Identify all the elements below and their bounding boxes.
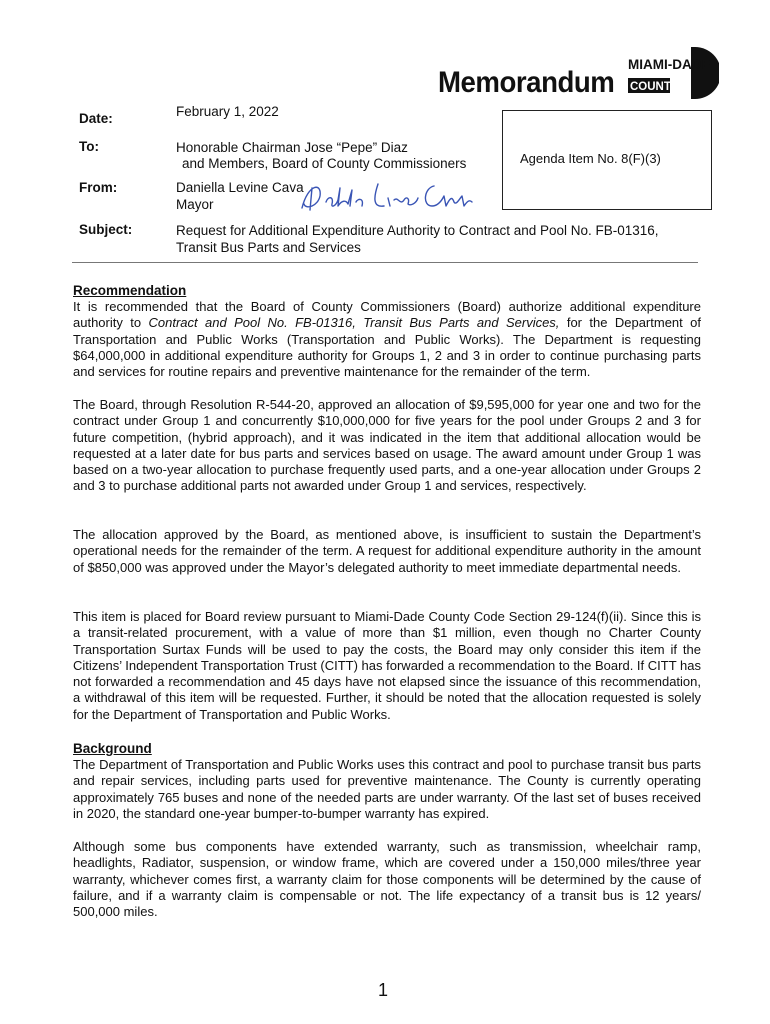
subject-line-2: Transit Bus Parts and Services [176,240,361,255]
header-divider [72,262,698,263]
background-paragraph-2: Although some bus components have extended warranty, such as transmission, wheelchair ramp, headlights, Radiator, suspension, or window frame, which are covered under a 150,000 miles/three year warranty, whichever comes first, a warranty claim for those components will be determined by the cause of failure, and if a warranty claim is compensable or not. The life expectancy of a transit bus is 12 years/ 500,000 miles. [73,839,701,920]
logo-text-line1: MIAMI-DADE [628,57,711,72]
to-label: To: [79,139,99,154]
contract-title-italic: Contract and Pool No. FB-01316, Transit Bus Parts and Services, [148,315,560,331]
recommendation-paragraph-3: The allocation approved by the Board, as mentioned above, is insufficient to sustain the Department’s operational needs for the remainder of the term. A request for additional expenditure authority in the amount of $850,000 was approved under the Mayor’s delegated authority to meet immediate departmental needs. [73,527,701,575]
memo-title: Memorandum [438,66,615,99]
to-line-1: Honorable Chairman Jose “Pepe” Diaz [176,140,408,155]
agenda-item-number: Agenda Item No. 8(F)(3) [520,151,661,166]
agenda-item-box [502,110,712,210]
date-label: Date: [79,111,113,126]
from-title: Mayor [176,197,214,212]
background-paragraph-1: The Department of Transportation and Public Works uses this contract and pool to purchase transit bus parts and repair services, including parts used for preventive maintenance. The County is currently operating approximately 765 buses and none of the needed parts are under warranty. Of the last set of buses received in 2020, the standard one-year bumper-to-bumper warranty has expired. [73,757,701,821]
page-number: 1 [378,980,389,1000]
subject-line-1: Request for Additional Expenditure Authority to Contract and Pool No. FB-01316, [176,223,659,238]
recommendation-p1-text-b: for the Department of Transportation and Public Works (Transportation and Public Works). The Department is requesting $64,000,000 in additional expenditure authority for Groups 1, 2 and 3 in order to continue purchasing parts and services for routine repairs and preventive maintenance for the remainder of the term. [73,315,702,380]
miami-dade-county-logo [627,47,719,99]
logo-text-line2: COUNTY [630,81,679,93]
recommendation-paragraph-2: The Board, through Resolution R-544-20, approved an allocation of $9,595,000 for year one and two for the contract under Group 1 and concurrently $10,000,000 for five years for the pool under Groups 2 and 3 for future competition, (hybrid approach), and it was indicated in the item that additional allocation would be requested at a later date for bus parts and services based on usage. The award amount under Group 1 was based on a two-year allocation to purchase frequently used parts, and a one-year allocation under Groups 2 and 3 to purchase additional parts not awarded under Group 1 and services, respectively. [73,397,701,494]
subject-label: Subject: [79,222,133,237]
recommendation-p1-text-a: It is recommended that the Board of County Commissioners (Board) authorize additional expenditure authority to [73,299,701,331]
date-value: February 1, 2022 [176,104,279,119]
from-label: From: [79,180,118,195]
background-heading: Background [73,741,152,756]
recommendation-paragraph-1 [73,299,701,380]
to-line-2: and Members, Board of County Commissioners [182,156,467,171]
recommendation-paragraph-4: This item is placed for Board review pursuant to Miami-Dade County Code Section 29-124(f)(ii). Since this is a transit-related procurement, with a value of more than $1 million, even though no Charter County Transportation Surtax Funds will be used to pay the costs, the Board may only consider this item if the Citizens’ Independent Transportation Trust (CITT) has forwarded a recommendation to the Board. If CITT has not forwarded a recommendation and 45 days have not elapsed since the issuance of this recommendation, a withdrawal of this item will be requested. Further, it should be noted that the allocation requested is solely for the Department of Transportation and Public Works. [73,609,701,722]
recommendation-heading: Recommendation [73,283,187,298]
from-name: Daniella Levine Cava [176,180,304,195]
signature [298,178,474,218]
